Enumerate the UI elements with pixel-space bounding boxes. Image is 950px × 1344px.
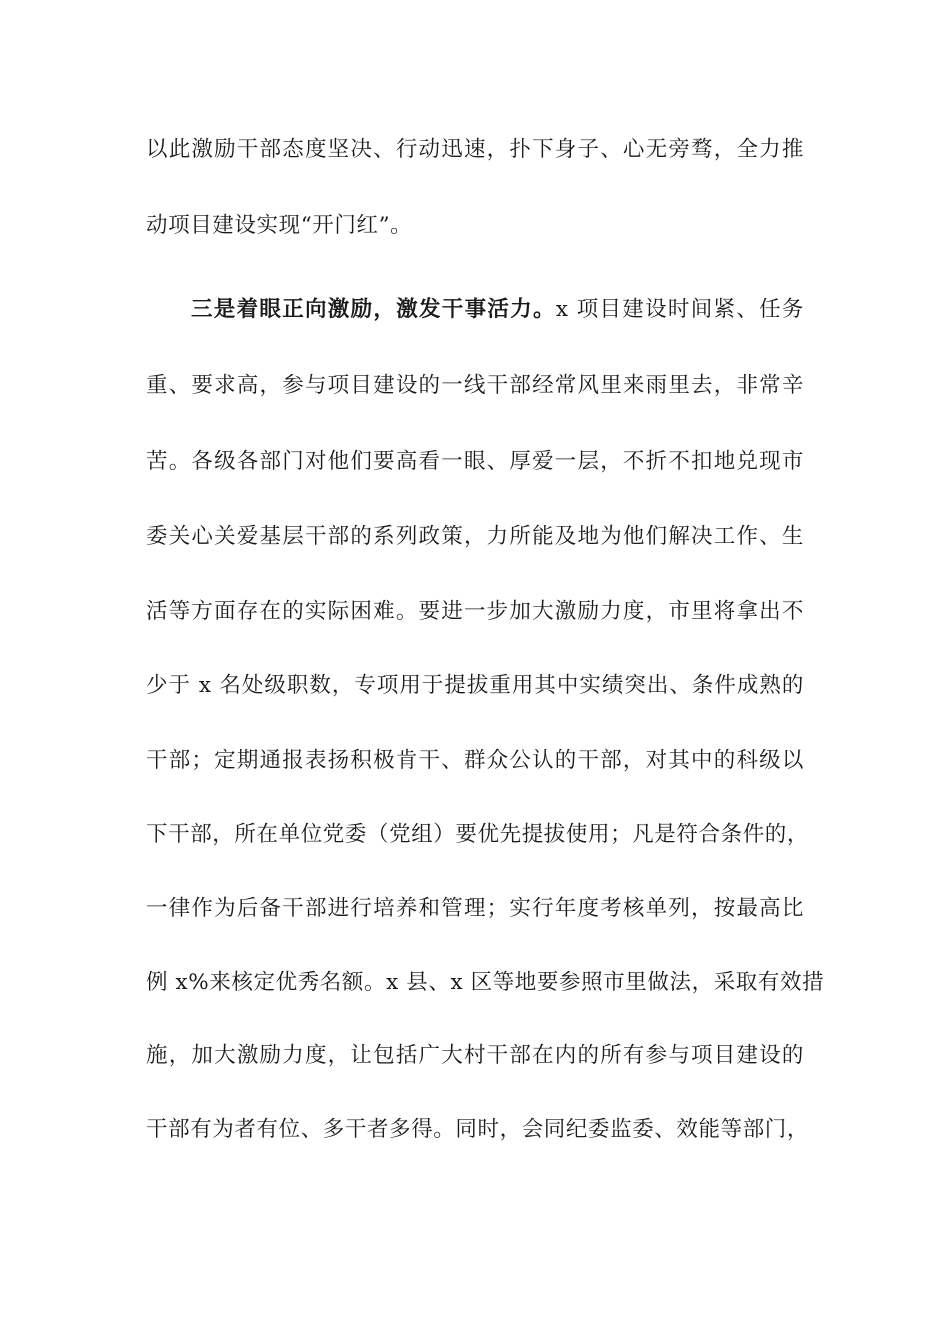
text-line-13: 施，加大激励力度，让包括广大村干部在内的所有参与项目建设的 bbox=[146, 1043, 804, 1068]
text-line-1: 以此激励干部态度坚决、行动迅速，扑下身子、心无旁骛，全力推 bbox=[146, 137, 804, 162]
text-line-10: 下干部，所在单位党委（党组）要优先提拔使用；凡是符合条件的， bbox=[146, 822, 810, 847]
text-line-12: 例 x%来核定优秀名额。x 县、x 区等地要参照市里做法，采取有效措 bbox=[146, 970, 825, 995]
text-line-7: 活等方面存在的实际困难。要进一步加大激励力度，市里将拿出不 bbox=[146, 599, 804, 624]
section-heading-3: 三是着眼正向激励，激发干事活力。 bbox=[191, 297, 556, 322]
text-line-6: 委关心关爱基层干部的系列政策，力所能及地为他们解决工作、生 bbox=[146, 524, 804, 549]
paragraph-3-first-line bbox=[191, 290, 804, 330]
text-line-2: 动项目建设实现“开门红”。 bbox=[146, 213, 413, 238]
text-line-3: x 项目建设时间紧、任务 bbox=[555, 297, 804, 322]
text-line-8: 少于 x 名处级职数，专项用于提拔重用其中实绩突出、条件成熟的 bbox=[146, 673, 804, 698]
text-line-14: 干部有为者有位、多干者多得。同时，会同纪委监委、效能等部门， bbox=[146, 1117, 810, 1142]
text-line-5: 苦。各级各部门对他们要高看一眼、厚爱一层，不折不扣地兑现市 bbox=[146, 449, 804, 474]
text-line-9: 干部；定期通报表扬积极肯干、群众公认的干部，对其中的科级以 bbox=[146, 748, 804, 773]
text-line-11: 一律作为后备干部进行培养和管理；实行年度考核单列，按最高比 bbox=[146, 896, 804, 921]
text-line-4: 重、要求高，参与项目建设的一线干部经常风里来雨里去，非常辛 bbox=[146, 373, 804, 398]
